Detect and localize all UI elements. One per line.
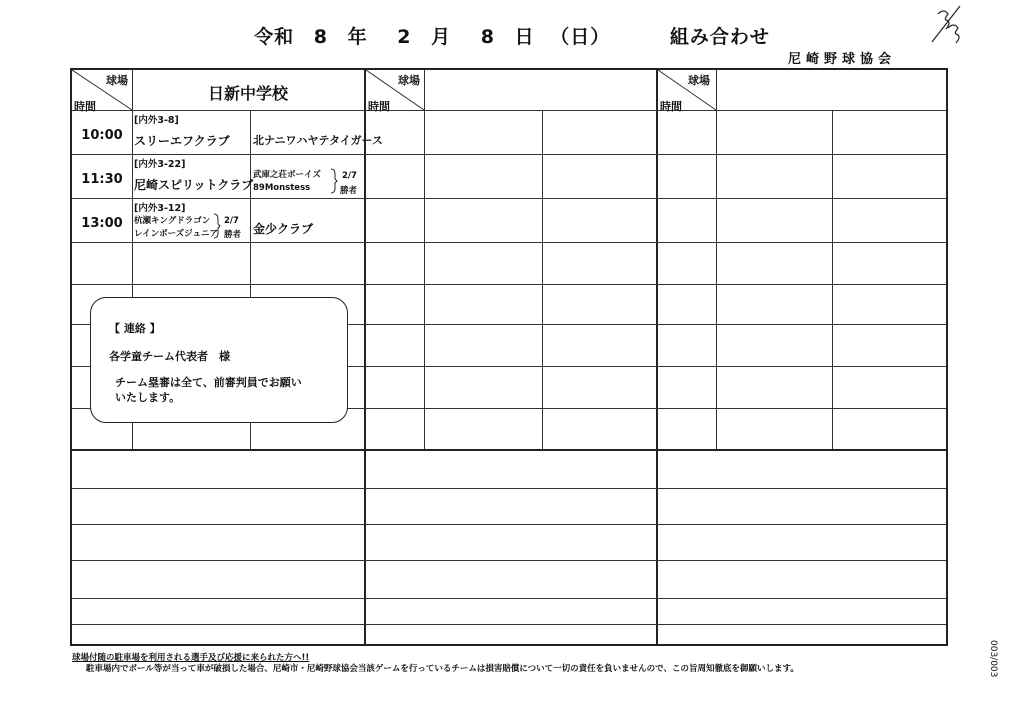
svg-text:3/3: 3/3 [928, 4, 930, 5]
team-1-line-2: レインボーズジュニア [134, 229, 218, 239]
title-month: 2 [397, 26, 412, 48]
page-title [0, 22, 1024, 49]
notice-body-line-2: いたします。 [115, 391, 181, 404]
time-header-1: 時間 [74, 100, 96, 113]
title-day-unit: 日 [514, 26, 535, 48]
time-header-3: 時間 [660, 100, 682, 113]
time-header-2: 時間 [368, 100, 390, 113]
team-1: 尼崎スピリットクラブ [134, 178, 254, 192]
title-year: 8 [313, 26, 328, 48]
title-era: 令和 [254, 26, 295, 48]
notice-box [90, 297, 348, 423]
notice-recipient: 各学童チーム代表者 様 [109, 350, 230, 363]
team-1: スリーエフクラブ [134, 134, 230, 148]
footer-line-1: 球場付随の駐車場を利用される選手及び応援に来られた方へ!! [72, 653, 310, 663]
game-time: 13:00 [81, 216, 123, 231]
note-winner: 勝者 [340, 186, 358, 196]
bracket [213, 213, 221, 239]
game-time: 10:00 [81, 128, 123, 143]
organization-name: 尼崎野球協会 [788, 52, 897, 67]
note-date: 2/7 [224, 216, 239, 226]
title-weekday: （日） [550, 26, 611, 48]
venue-header-3: 球場 [688, 74, 710, 87]
bracket [330, 168, 338, 194]
title-year-unit: 年 [347, 26, 368, 48]
team-2-line-2: 89Monstess [253, 183, 311, 193]
game-code: [内外3-8] [134, 115, 179, 126]
title-month-unit: 月 [431, 26, 452, 48]
note-winner: 勝者 [224, 230, 242, 240]
footer-line-2: 駐車場内でボール等が当って車が破損した場合、尼崎市・尼崎野球協会当該ゲームを行っているチームは損害賠償について一切の責任を負いませんので、この旨周知徹底を御願いします。 [86, 664, 799, 674]
venue-header-1: 球場 [106, 74, 128, 87]
title-day: 8 [480, 26, 495, 48]
game-time: 11:30 [81, 172, 123, 187]
side-page-counter: 003/003 [988, 640, 998, 678]
notice-heading: 【 連絡 】 [109, 322, 161, 335]
venue-header-2: 球場 [398, 74, 420, 87]
game-code: [内外3-22] [134, 159, 186, 170]
venue-name-1: 日新中学校 [207, 84, 288, 103]
game-code: [内外3-12] [134, 203, 186, 214]
handwritten-page-mark [928, 4, 972, 44]
team-2-line-1: 武庫之荘ボーイズ [253, 170, 321, 180]
title-label: 組み合わせ [669, 26, 770, 48]
notice-body-line-1: チーム塁審は全て、前審判員でお願い [115, 376, 302, 389]
note-date: 2/7 [342, 171, 357, 181]
team-1-line-1: 杭瀬キングドラゴン [134, 216, 211, 226]
team-2: 北ナニワハヤテタイガース [253, 134, 383, 147]
team-2: 金少クラブ [253, 222, 314, 236]
